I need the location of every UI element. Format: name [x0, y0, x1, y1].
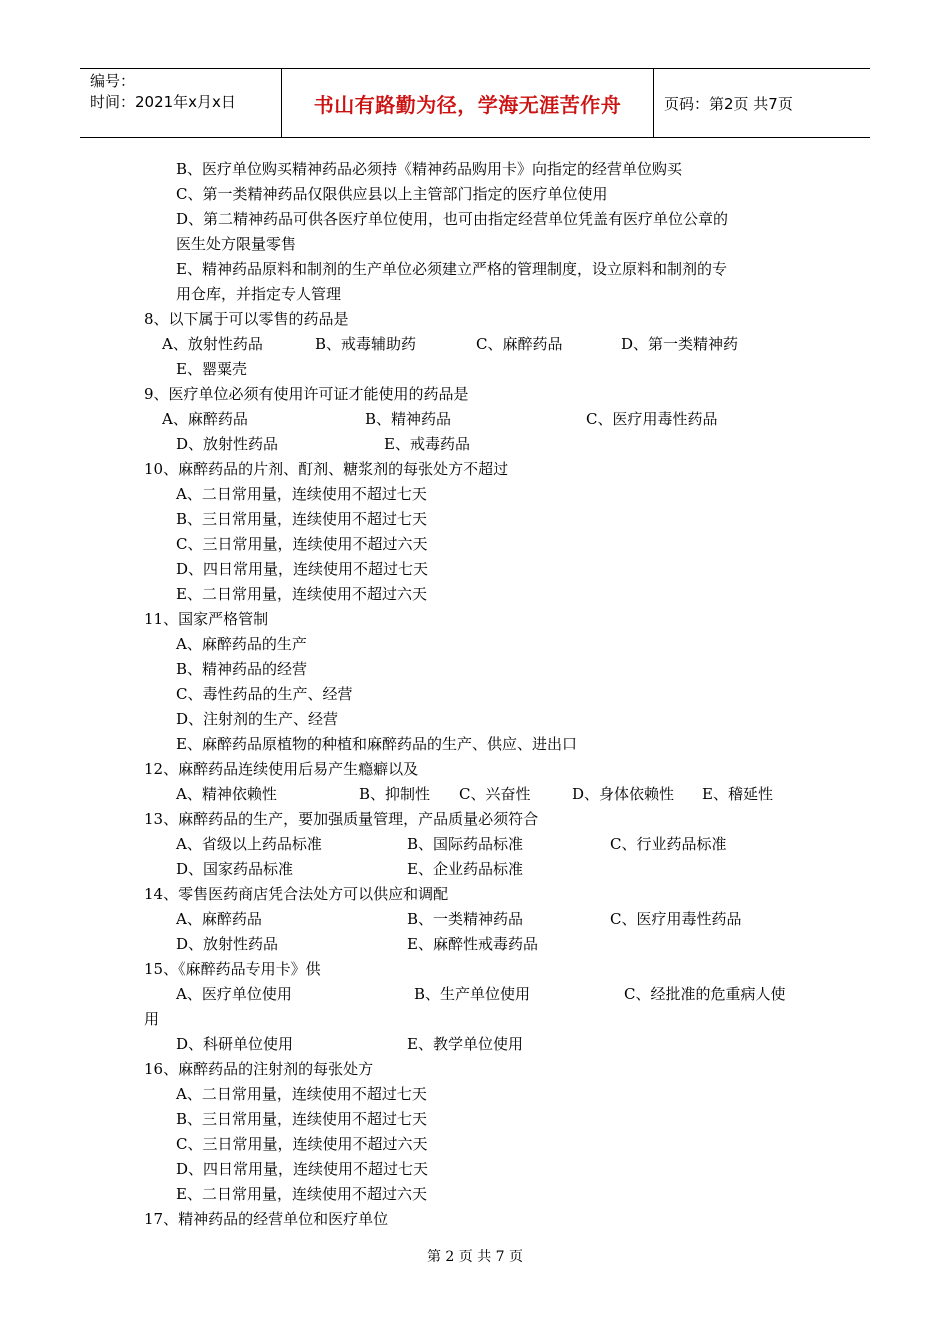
header-motto: 书山有路勤为径，学海无涯苦作舟 — [282, 69, 654, 137]
text-line — [0, 1107, 950, 1132]
text-segment: B、一类精神药品 — [407, 910, 524, 928]
text-line — [0, 1082, 950, 1107]
text-segment: 9、医疗单位必须有使用许可证才能使用的药品是 — [144, 385, 469, 403]
footer-page-number: 第 2 页 共 7 页 — [426, 1249, 524, 1265]
text-segment: E、企业药品标准 — [407, 860, 523, 878]
text-line — [0, 232, 950, 257]
text-line — [0, 282, 950, 307]
text-segment: B、戒毒辅助药 — [315, 335, 417, 353]
text-line — [0, 607, 950, 632]
text-line — [0, 957, 950, 982]
text-segment: E、二日常用量，连续使用不超过六天 — [176, 585, 427, 603]
text-segment: E、麻醉药品原植物的种植和麻醉药品的生产、供应、进出口 — [176, 735, 577, 753]
page-footer — [0, 1246, 950, 1266]
text-segment: E、教学单位使用 — [407, 1035, 523, 1053]
text-line — [0, 1182, 950, 1207]
text-line — [0, 1007, 950, 1032]
text-line — [0, 632, 950, 657]
text-segment: 16、麻醉药品的注射剂的每张处方 — [144, 1060, 374, 1078]
time-label: 时间：2021年x月x日 — [90, 93, 236, 111]
text-line — [0, 707, 950, 732]
text-segment: 15、《麻醉药品专用卡》供 — [144, 960, 321, 978]
header-meta — [80, 69, 282, 137]
text-segment: D、放射性药品 — [176, 935, 279, 953]
text-segment: C、医疗用毒性药品 — [586, 410, 718, 428]
text-segment: C、麻醉药品 — [476, 335, 563, 353]
text-segment: B、三日常用量，连续使用不超过七天 — [176, 1110, 428, 1128]
text-segment: 医生处方限量零售 — [176, 235, 297, 253]
text-line — [0, 682, 950, 707]
text-segment: 13、麻醉药品的生产，要加强质量管理，产品质量必须符合 — [144, 810, 539, 828]
text-segment: A、麻醉药品 — [162, 410, 248, 428]
text-segment: D、身体依赖性 — [572, 785, 675, 803]
text-line — [0, 157, 950, 182]
text-line — [0, 582, 950, 607]
text-segment: D、第一类精神药 — [621, 335, 739, 353]
text-segment: B、医疗单位购买精神药品必须持《精神药品购用卡》向指定的经营单位购买 — [176, 160, 683, 178]
text-line — [0, 857, 950, 882]
text-segment: 11、国家严格管制 — [144, 610, 269, 628]
text-line — [0, 732, 950, 757]
text-segment: C、三日常用量，连续使用不超过六天 — [176, 1135, 428, 1153]
text-segment: B、精神药品的经营 — [176, 660, 308, 678]
text-segment: E、麻醉性戒毒药品 — [407, 935, 538, 953]
text-segment: A、放射性药品 — [162, 335, 263, 353]
text-line — [0, 382, 950, 407]
text-segment: 8、以下属于可以零售的药品是 — [144, 310, 349, 328]
text-segment: 用仓库，并指定专人管理 — [176, 285, 342, 303]
text-segment: D、国家药品标准 — [176, 860, 294, 878]
text-segment: E、精神药品原料和制剂的生产单位必须建立严格的管理制度，设立原料和制剂的专 — [176, 260, 727, 278]
text-segment: A、精神依赖性 — [176, 785, 277, 803]
text-line — [0, 1032, 950, 1057]
text-segment: E、罂粟壳 — [176, 360, 247, 378]
text-line — [0, 482, 950, 507]
text-segment: D、四日常用量，连续使用不超过七天 — [176, 1160, 429, 1178]
text-segment: D、放射性药品 — [176, 435, 279, 453]
text-segment: C、医疗用毒性药品 — [610, 910, 742, 928]
text-segment: 14、零售医药商店凭合法处方可以供应和调配 — [144, 885, 449, 903]
text-line — [0, 182, 950, 207]
text-line — [0, 782, 950, 807]
text-line — [0, 832, 950, 857]
text-line — [0, 1057, 950, 1082]
text-segment: 用 — [144, 1010, 160, 1028]
text-segment: D、第二精神药品可供各医疗单位使用，也可由指定经营单位凭盖有医疗单位公章的 — [176, 210, 729, 228]
text-line — [0, 207, 950, 232]
text-line — [0, 1157, 950, 1182]
text-segment: 10、麻醉药品的片剂、酊剂、糖浆剂的每张处方不超过 — [144, 460, 509, 478]
text-segment: D、注射剂的生产、经营 — [176, 710, 339, 728]
text-line — [0, 332, 950, 357]
text-segment: A、麻醉药品的生产 — [176, 635, 307, 653]
text-line — [0, 307, 950, 332]
text-segment: A、医疗单位使用 — [176, 985, 292, 1003]
text-line — [0, 882, 950, 907]
text-segment: B、三日常用量，连续使用不超过七天 — [176, 510, 428, 528]
text-segment: B、抑制性 — [359, 785, 431, 803]
text-segment: E、二日常用量，连续使用不超过六天 — [176, 1185, 427, 1203]
text-line — [0, 532, 950, 557]
text-segment: C、行业药品标准 — [610, 835, 727, 853]
text-line — [0, 932, 950, 957]
text-line — [0, 907, 950, 932]
text-line — [0, 657, 950, 682]
text-segment: 17、精神药品的经营单位和医疗单位 — [144, 1210, 389, 1228]
text-line — [0, 507, 950, 532]
text-segment: C、三日常用量，连续使用不超过六天 — [176, 535, 428, 553]
page-header — [80, 68, 870, 138]
question-content — [0, 157, 950, 1232]
text-line — [0, 757, 950, 782]
text-line — [0, 407, 950, 432]
text-segment: 12、麻醉药品连续使用后易产生瘾癖以及 — [144, 760, 419, 778]
text-segment: A、麻醉药品 — [176, 910, 262, 928]
text-line — [0, 357, 950, 382]
text-line — [0, 1132, 950, 1157]
text-line — [0, 557, 950, 582]
text-line — [0, 257, 950, 282]
text-segment: E、戒毒药品 — [384, 435, 470, 453]
text-line — [0, 982, 950, 1007]
text-segment: B、精神药品 — [365, 410, 452, 428]
header-page-label: 页码：第2页 共7页 — [664, 94, 793, 113]
text-line — [0, 1207, 950, 1232]
text-segment: A、二日常用量，连续使用不超过七天 — [176, 1085, 427, 1103]
text-segment: B、国际药品标准 — [407, 835, 524, 853]
text-line — [0, 807, 950, 832]
text-segment: E、稽延性 — [702, 785, 773, 803]
text-segment: C、第一类精神药品仅限供应县以上主管部门指定的医疗单位使用 — [176, 185, 608, 203]
text-segment: A、二日常用量，连续使用不超过七天 — [176, 485, 427, 503]
text-segment: D、科研单位使用 — [176, 1035, 294, 1053]
text-line — [0, 457, 950, 482]
text-segment: C、毒性药品的生产、经营 — [176, 685, 353, 703]
text-segment: C、经批准的危重病人使 — [624, 985, 786, 1003]
text-segment: A、省级以上药品标准 — [176, 835, 322, 853]
text-segment: D、四日常用量，连续使用不超过七天 — [176, 560, 429, 578]
text-segment: C、兴奋性 — [459, 785, 531, 803]
text-line — [0, 432, 950, 457]
number-label: 编号： — [90, 72, 136, 90]
text-segment: B、生产单位使用 — [414, 985, 531, 1003]
